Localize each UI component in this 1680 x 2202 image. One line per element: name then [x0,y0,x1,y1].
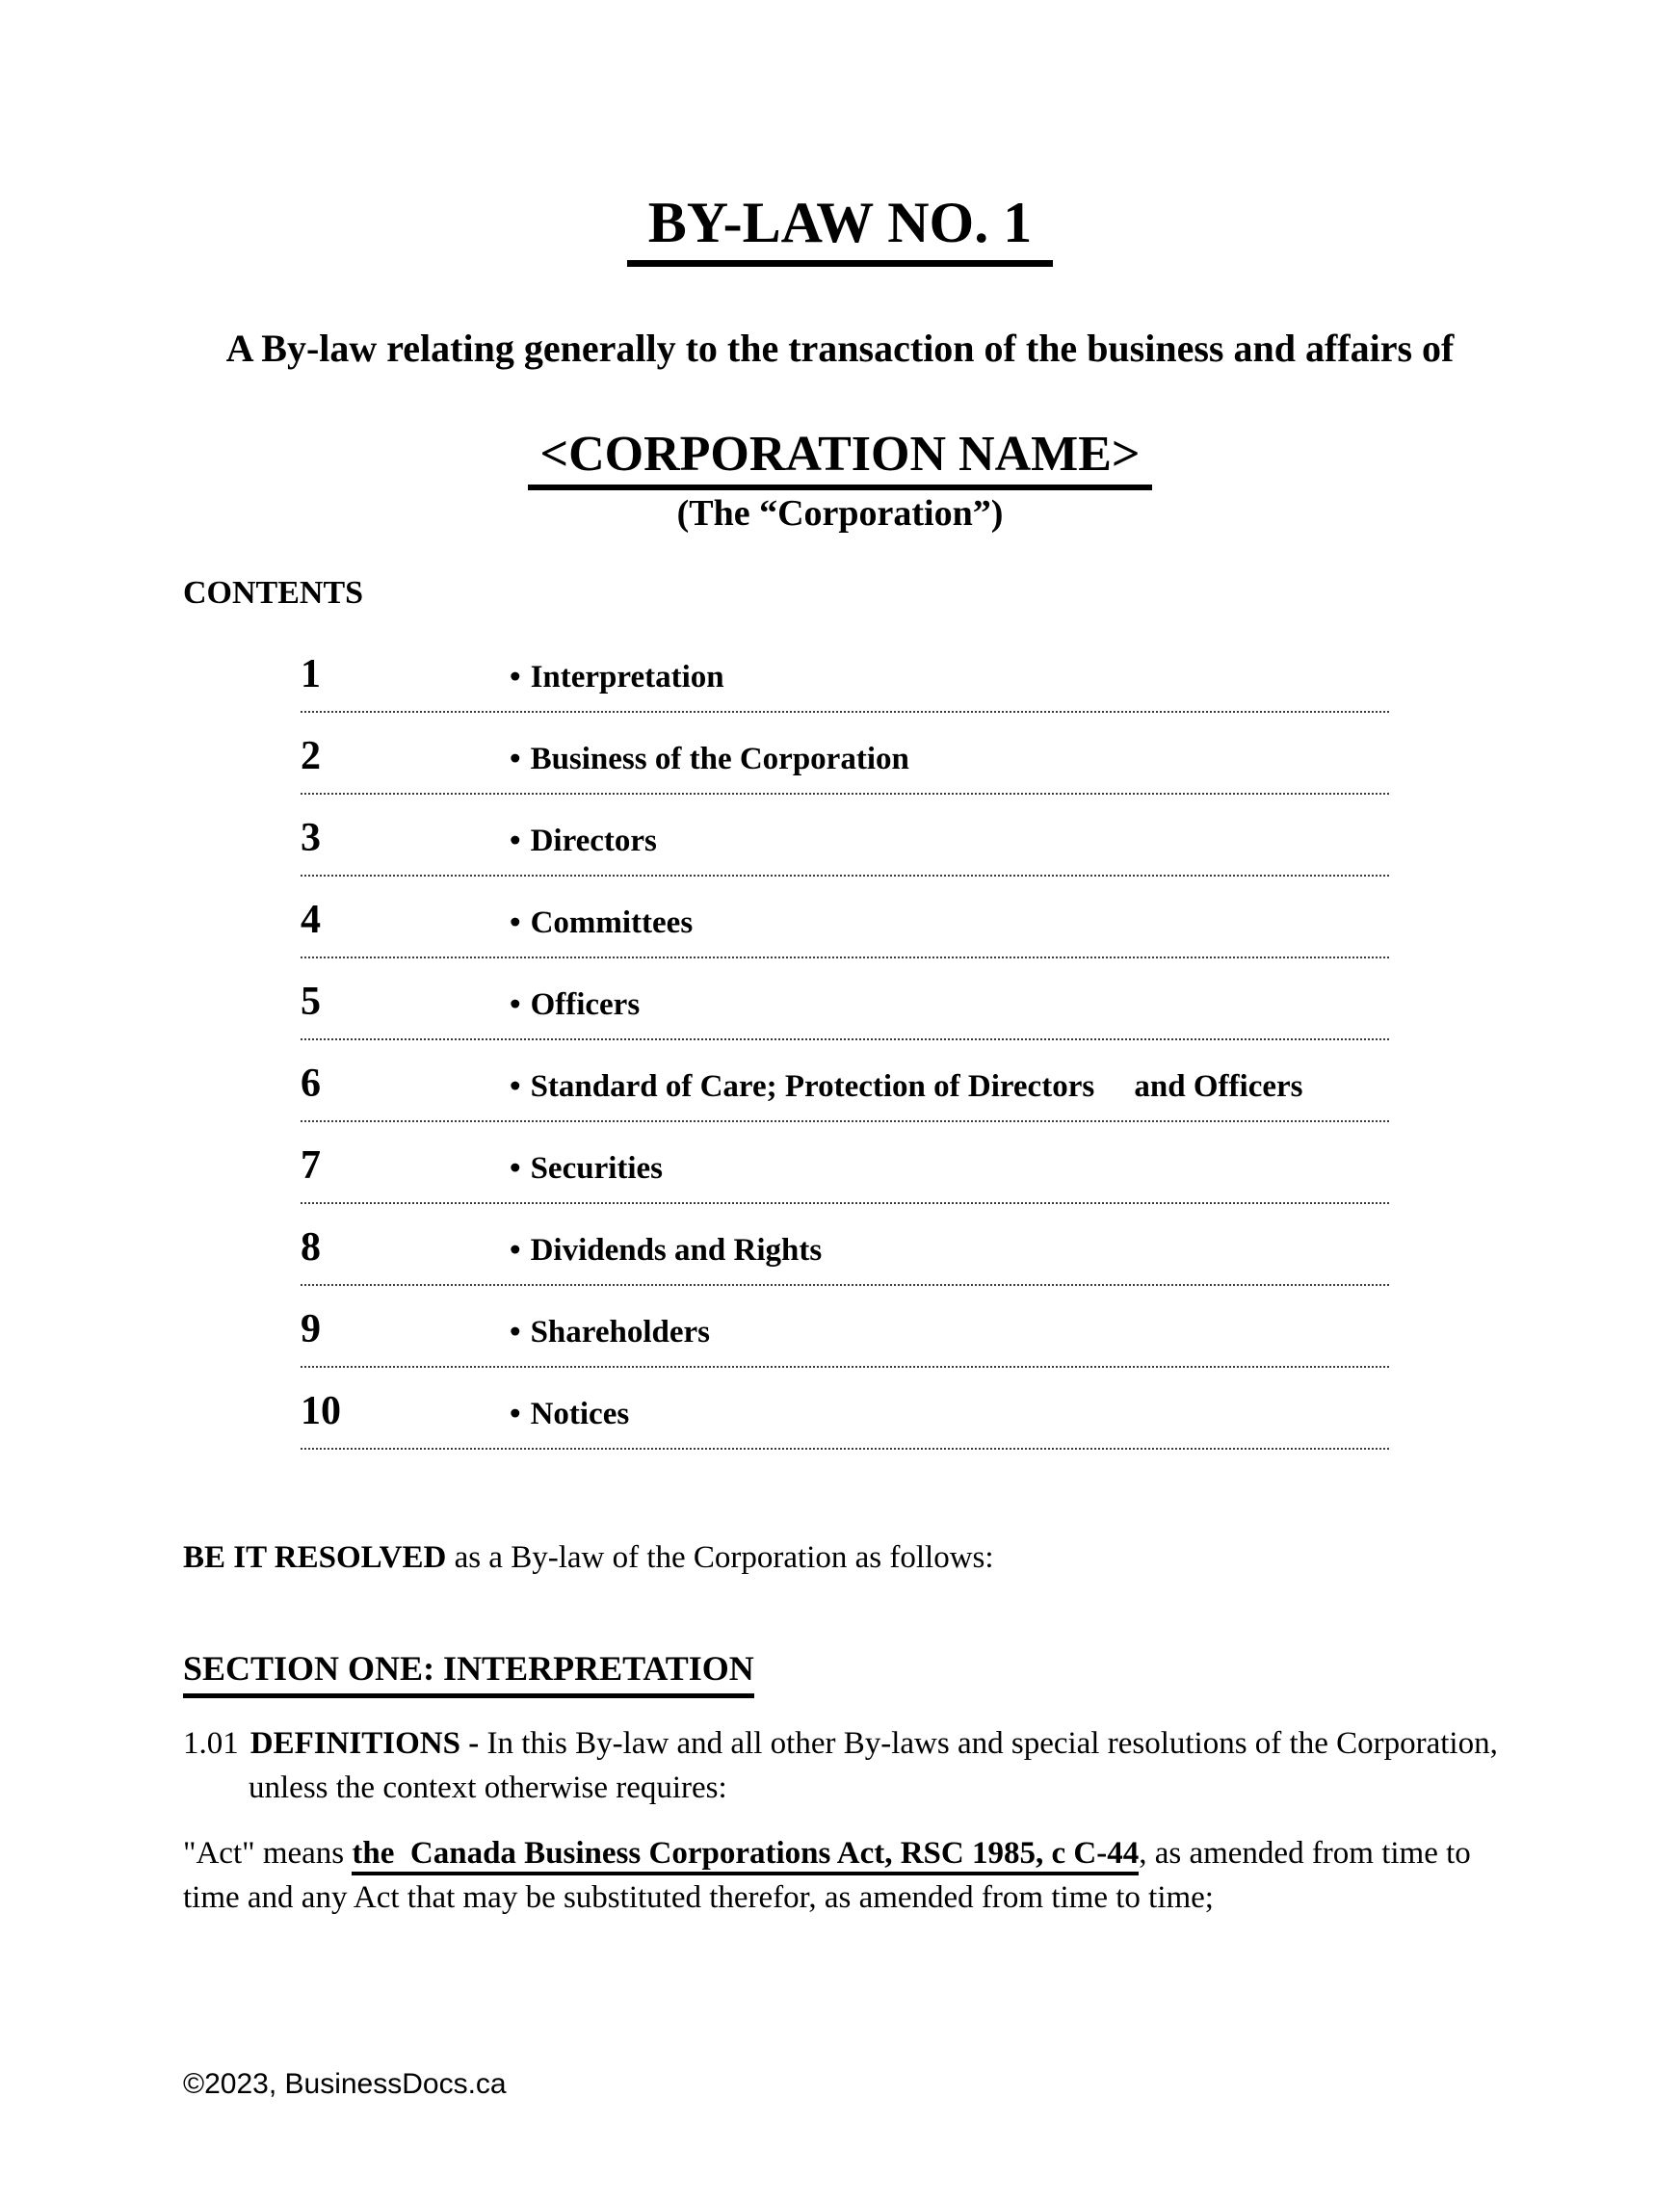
document-title [183,193,1497,267]
toc-row [301,958,1389,1040]
toc-row [301,1368,1389,1450]
toc-entry-label: Shareholders [530,1314,710,1350]
toc-entry-label: Notices [530,1396,630,1431]
bullet-icon: • [510,904,521,940]
toc-entry-number: 7 [301,1142,321,1188]
toc-row [301,795,1389,877]
toc-entry-number: 8 [301,1224,321,1270]
toc-entry [510,1397,629,1431]
toc-entry [510,987,640,1022]
document-subtitle: A By-law relating generally to the transaction of the business and affairs of [225,327,1455,370]
toc-entry-number: 5 [301,979,321,1024]
toc-row [301,877,1389,958]
toc-entry-number: 2 [301,733,321,778]
document-title-text: BY-LAW NO. 1 [627,193,1053,267]
toc-entry-number: 10 [301,1388,341,1433]
bullet-icon: • [510,659,521,695]
section-one-heading-text: SECTION ONE: INTERPRETATION [183,1649,754,1697]
clause-number: 1.01 [183,1725,239,1761]
toc-entry-label: Interpretation [530,659,724,695]
definitions-term: DEFINITIONS - [249,1725,487,1761]
corporation-name-placeholder: <CORPORATION NAME> [528,429,1151,490]
resolution-text: as a By-law of the Corporation as follows: [446,1539,994,1575]
toc-row [301,713,1389,795]
footer-copyright: ©2023, BusinessDocs.ca [183,2068,507,2100]
act-statute-reference: the Canada Business Corporations Act, RSC 1985, c C-44 [352,1836,1139,1875]
toc-entry-label: Directors [530,823,657,858]
resolution-lead-in: BE IT RESOLVED [183,1539,447,1575]
toc-entry-number: 6 [301,1061,321,1106]
bullet-icon: • [510,986,521,1022]
act-clause-lead: "Act" means [183,1836,353,1871]
toc-entry [510,1315,710,1350]
toc-entry-label: Dividends and Rights [530,1232,823,1268]
toc-row [301,1204,1389,1286]
definitions-paragraph [183,1721,1570,1810]
bullet-icon: • [510,823,521,858]
bullet-icon: • [510,1068,521,1104]
toc-entry-label: Officers [530,986,641,1022]
toc-entry-label: Business of the Corporation [530,741,909,776]
contents-heading: CONTENTS [183,575,364,612]
definitions-text: In this By-law and all other By-laws and special resolutions of the Corporation, unless the context otherwise requires: [249,1725,1498,1805]
act-definition-paragraph [183,1831,1509,1920]
section-one-heading [183,1649,1497,1697]
toc-entry-label: Standard of Care; Protection of Directors and Officers [530,1068,1303,1104]
bullet-icon: • [510,1232,521,1268]
toc-entry [510,660,724,695]
bullet-icon: • [510,741,521,776]
toc-entry [510,1069,1303,1104]
bullet-icon: • [510,1150,521,1186]
toc-entry-label: Committees [530,904,694,940]
corporation-alias: (The “Corporation”) [676,492,1004,534]
resolution-paragraph [183,1538,1497,1578]
toc-entry-label: Securities [530,1150,664,1186]
toc-row [301,631,1389,713]
corporation-name [183,429,1497,490]
act-clause-tail: , as amended from time to time and any Act that may be substituted therefor, as amended from time to time; [183,1836,1471,1916]
toc-entry [510,742,909,776]
toc-row [301,1122,1389,1204]
toc-entry [510,824,657,858]
toc-entry-number: 3 [301,815,321,860]
toc-row [301,1040,1389,1122]
bullet-icon: • [510,1314,521,1350]
bullet-icon: • [510,1396,521,1431]
toc-entry-number: 1 [301,651,321,696]
toc-entry [510,905,693,940]
toc-entry-number: 9 [301,1306,321,1351]
toc-entry [510,1151,663,1186]
table-of-contents [301,631,1389,1450]
toc-entry-number: 4 [301,897,321,942]
toc-entry [510,1233,822,1268]
toc-row [301,1286,1389,1368]
